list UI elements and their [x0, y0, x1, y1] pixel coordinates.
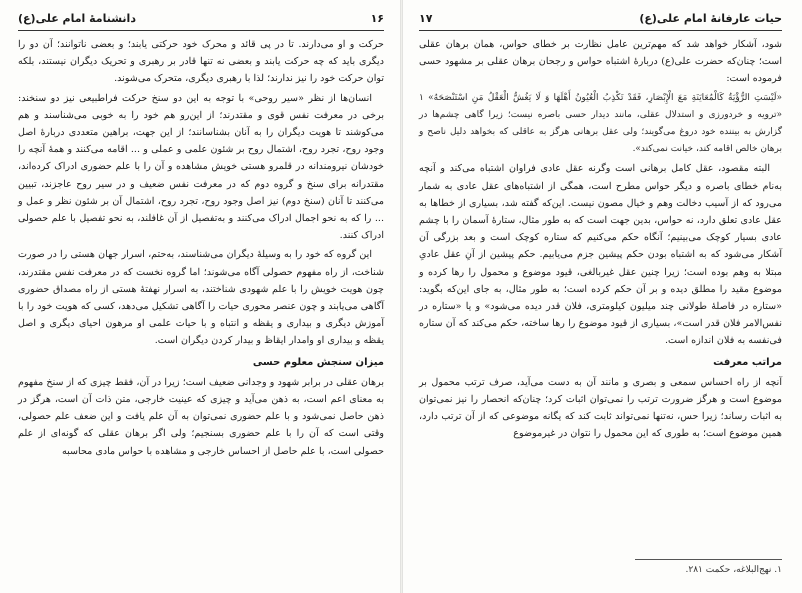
- section-heading: مراتب معرفت: [713, 356, 782, 368]
- left-page-header: [18, 12, 384, 28]
- right-page-header: [419, 12, 782, 28]
- left-page: [0, 0, 398, 593]
- right-page-body: [419, 36, 782, 445]
- paragraph: شود، آشکار خواهد شد که مهم‌ترین عامل نظارت بر خطای حواس، همان برهان عقلی است؛ چنان‌که حضرت علی(ع) دربارهٔ اشتباه حواس و رجحان برهان عقلی بر مشهود حسی فرموده است:: [419, 39, 782, 85]
- paragraph: البته مقصود، عقل کامل برهانی است وگرنه عقل عادی فراوان اشتباه می‌کند و آنچه به‌نام خطای باصره و دیگر حواس مطرح است، همگی از اشتباه‌های عقل عادی به شمار می‌رود که از آسیب دخالت وهم و خیال مصون نیست. این‌که گفته شد، بسیاری از خطاها به عقل عادی تعلق دارد، نه حواس، بدین جهت است که به طور مثال، ستارهٔ آسمان را با چشم عادی بسیار کوچک می‌بینیم؛ آنگاه حکم می‌کنیم که ستاره کوچک است و بعد بزرگی آن آشکار می‌شود که به اشتباه بودن حکم پیشین جزم می‌یابیم. حکم پیشین از آنِ عقل عادیِ مبتلا به وهم بوده است؛ زیرا چنین عقل غیربالغی، قیود موضوع و محمول را رها کرده و موضوع مقید را مطلق دیده و بر آن حکم کرده است؛ به طور مثال، به جای این‌که بگوید: «ستاره در فاصلهٔ طولانی چند میلیون کیلومتری، فلان قدر دیده می‌شود» و یا «ستاره در نفس‌الامر فلان قدر است»، بسیاری از قیود موضوع را رها ساخته، حکم می‌کند که آن ستاره فی‌نفسه به فلان اندازه است.: [419, 163, 782, 347]
- paragraph: برهان عقلی در برابر شهود و وجدانی ضعیف است؛ زیرا در آن، فقط چیزی که از سنخ مفهوم به معنای اعم است، به ذهن می‌آید و چیزی که عینیت خارجی، متن ذات آن است، هرگز در ذهن حاصل نمی‌شود و با علم حضوری نمی‌توان به آن علم یافت و این ضعف علم حصولی، وقتی است که آن را با علم حضوری بسنجیم؛ ولی اگر برهان عقلی که گونه‌ای از علم حصولی است، با علم حاصل از احساس خارجی و مشاهده با حواس مادی محاسبه: [18, 376, 384, 457]
- right-header-rule: [419, 30, 782, 31]
- left-page-body: [18, 36, 384, 462]
- paragraph: این گروه که خود را به وسیلهٔ دیگران می‌شناسند، به‌حتم، اسرار جهان هستی را در صورت شناخت، از راه مفهوم حصولی آگاه می‌شوند؛ اما گروه نخست که در معرفت نفس مقتدرند، چون هویت خویش را با علم شهودی شناختند، به اسرار نهفتهٔ هستی از راه مصداق حضوری آگاهی می‌یابند و چون عنصر محوری حیات را آگاهی تشکیل می‌دهد، کسی که هویت خود را با آموزش دیگری و بیداری و یقظه و انتباه و با حیات علمی او مرهون احیای دیگری و اصل یقظه و بیداری او وامدار ایقاظ و بیدار کردن دیگران است.: [18, 249, 384, 347]
- book-gutter: [400, 0, 403, 593]
- right-running-title: حیات عارفانهٔ امام علی(ع): [639, 12, 782, 25]
- hadith-quote: «لَیْسَتِ الرُّؤْیَةُ كَالْمُعَایَنَةِ مَعَ الْإِبْصَارِ، فَقَدْ تَكْذِبُ الْعُیُونُ أَهْلَهَا وَ لَا یَغُشُّ الْعَقْلُ مَنِ اسْتَنْصَحَهُ» ۱ «ترویه و خردورزی و استدلال عقلی، مانند دیدار حسی باصره نیست؛ زیرا گاهی چشم‌ها در گزارش به بیننده خود دروغ می‌گویند؛ ولی عقل برهانی هرگز به عاقلی که بخواهد دلیل ناصح و برهان خالص اقامه کند، خیانت نمی‌کند».: [419, 92, 782, 155]
- paragraph: آنچه از راه احساس سمعی و بصری و مانند آن به دست می‌آید، صرف ترتب محمول بر موضوع است و هرگز ضرورت ترتب را نمی‌توان اثبات کرد؛ چنان‌که انحصار را نیز نمی‌توان به اثبات رساند؛ زیرا حس، نه‌تنها نمی‌تواند ثابت کند که یگانه موضوعی که از آن ترتب دارد، همین موضوع است؛ به طوری که این محمول را نتوان در غیرموضوع: [419, 376, 782, 440]
- right-page-number: ۱۷: [419, 12, 433, 25]
- section-heading: میزان سنجش معلوم حسی: [252, 356, 384, 368]
- paragraph: حرکت و او می‌دارند. تا در پی قائد و محرک خود حرکتی یابند؛ و بعضی ناتوانند؛ آن دو را دیگری باید که چه حرکت یابند و بعضی نه تنها قادر بر رهبری و تحریک دیگران نیستند، بلکه توان حرکت خود را نیز ندارند؛ لذا با رهبری دیگری، متحرک می‌شوند.: [18, 39, 384, 85]
- left-page-number: ۱۶: [370, 12, 384, 25]
- footnote-rule: [635, 559, 782, 560]
- right-page: [405, 0, 802, 593]
- footnote: ۱. نهج‌البلاغه، حکمت ۲۸۱.: [685, 565, 782, 575]
- paragraph: انسان‌ها از نظر «سیر روحی» با توجه به این دو سنخ حرکت فراطبیعی نیز دو سنخند: برخی در معرفت نفس قوی و مقتدرند؛ از این‌رو هم خود را به خوبی می‌شناسند و هم می‌کوشند تا هویت دیگران را به آنان بشناسانند؛ از این جهت، براهین متعددی دربارهٔ اصل وجود روح، تجرد روح، اشتمال روح بر شئون علمی و عملی و ... اقامه می‌کنند و همهٔ آنچه را خودشان نیرومندانه در قلمرو هستی خویش مشاهده و آن را با علم حضوری ادراک کرده‌اند، مقتدرانه برای سنخ و گروه دوم که در معرفت نفس ضعیف و در سیر روح عاجزند، تبیین می‌کنند تا آنان (سنخ دوم) نیز اصل وجود روح، تجرد روح، اشتمال آن بر شئون نظر و عمل و ... را که به نحو اجمال ادراک می‌کنند و به‌تفصیل از آن غافلند، به نحو تفصیل با علم حصولی ادراک کنند.: [18, 92, 384, 242]
- left-running-title: دانشنامهٔ امام علی(ع): [18, 12, 136, 25]
- left-header-rule: [18, 30, 384, 31]
